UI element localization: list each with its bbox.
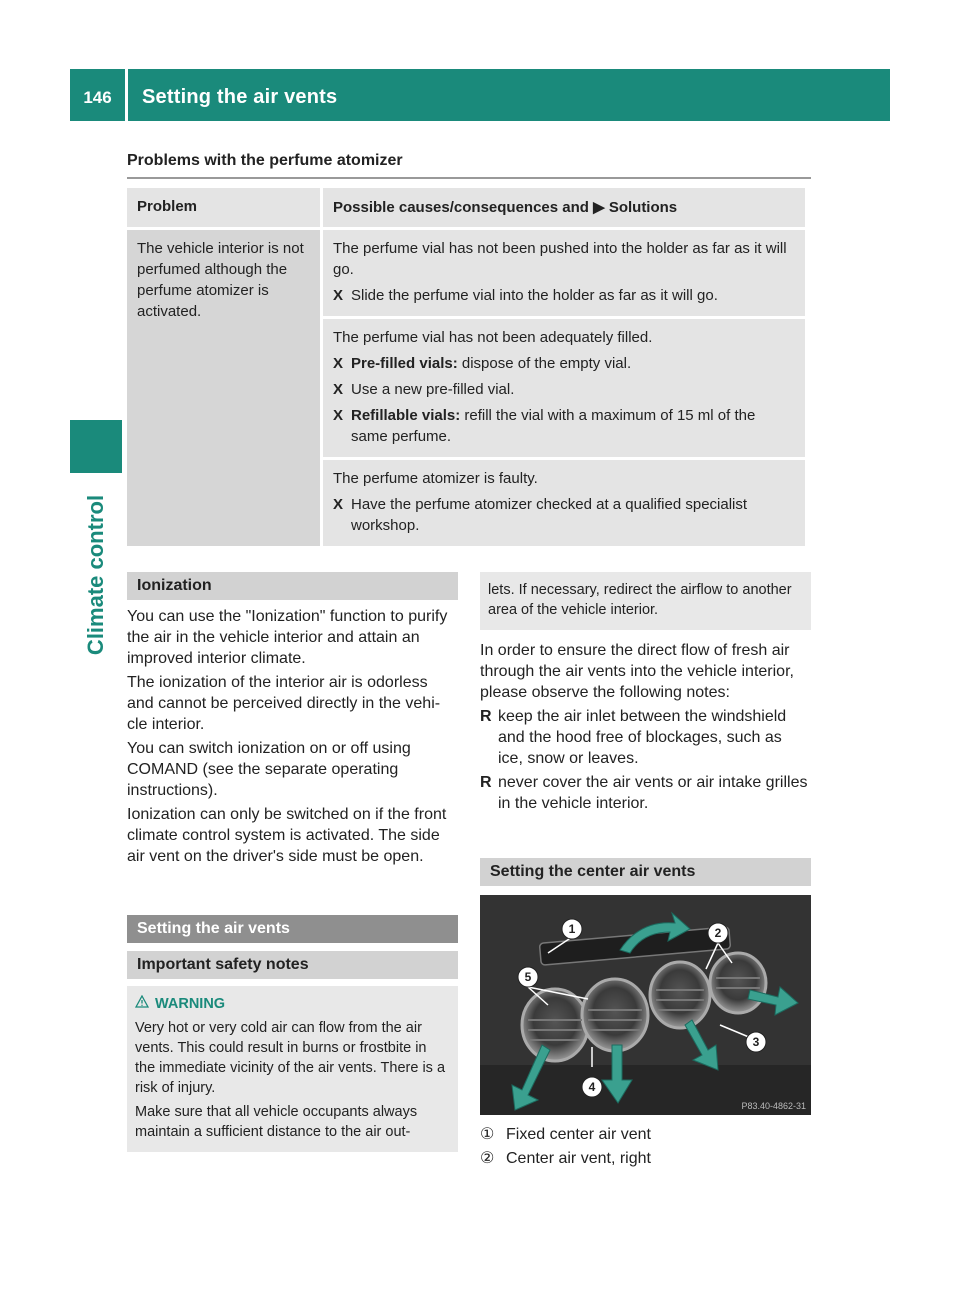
solution-label: Refillable vials: [351, 407, 461, 424]
list-item [480, 772, 811, 814]
solution-cell [323, 319, 805, 457]
paragraph: You can use the "Ionization" function to purify the air in the vehicle interior and attain an improved interior climate. [127, 608, 448, 667]
divider [127, 177, 811, 179]
solution-step [333, 285, 795, 306]
solution-text: dispose of the empty vial. [457, 355, 632, 372]
bullet-marker: R [480, 774, 492, 791]
side-tab-label: Climate control [83, 494, 108, 656]
solution-text: refill the vial with a maximum of 15 ml of the same perfume. [351, 407, 756, 445]
problems-table [124, 185, 808, 549]
solution-marker: X [333, 407, 344, 424]
caption-item [480, 1147, 811, 1171]
solution-text: Have the perfume atomizer checked at a qualified specialist workshop. [351, 496, 748, 534]
image-code: P83.40-4862-31 [741, 1101, 806, 1111]
cause-text: The perfume vial has not been adequately filled. [333, 329, 653, 346]
solution-cell [323, 230, 805, 316]
caption-number: ① [480, 1126, 495, 1143]
solution-marker: X [333, 287, 344, 304]
side-tab-marker [70, 420, 122, 473]
solution-step [333, 353, 795, 374]
solution-text: Use a new pre-filled vial. [351, 381, 515, 398]
vent-diagram [480, 895, 811, 1115]
paragraph: You can switch ionization on or off using COMAND (see the separate operating instructions). [127, 740, 411, 799]
warning-triangle-icon [135, 994, 149, 1014]
cause-text: The perfume vial has not been pushed into the holder as far as it will go. [333, 240, 787, 278]
paragraph: The ionization of the interior air is odorless and cannot be perceived directly in the vehi- cle interior. [127, 674, 441, 733]
paragraph: In order to ensure the direct flow of fresh air through the air vents into the vehicle interior, please observe the following notes: [480, 642, 794, 701]
problem-cell: The vehicle interior is not perfumed although the perfume atomizer is activated. [127, 230, 320, 546]
center-vents-section [480, 858, 811, 886]
solution-marker: X [333, 496, 344, 513]
warning-text: Make sure that all vehicle occupants always maintain a sufficient distance to the air out- [135, 1104, 418, 1140]
solution-marker: X [333, 355, 344, 372]
solution-step [333, 379, 795, 400]
section-heading-center-vents: Setting the center air vents [480, 858, 811, 886]
header-divider [125, 69, 128, 121]
cause-text: The perfume atomizer is faulty. [333, 470, 538, 487]
page-number: 146 [83, 88, 112, 107]
list-item-text: never cover the air vents or air intake grilles in the vehicle interior. [498, 774, 808, 812]
left-column [127, 572, 458, 870]
callout-label: 3 [752, 1035, 760, 1049]
list-item-text: keep the air inlet between the windshield and the hood free of blockages, such as ice, snow or leaves. [498, 708, 787, 767]
subsection-heading-safety: Important safety notes [127, 951, 458, 979]
warning-label: WARNING [155, 996, 226, 1012]
solution-marker: X [333, 381, 344, 398]
warning-box-continued: lets. If necessary, redirect the airflow to another area of the vehicle interior. [480, 572, 811, 630]
air-vents-section [127, 915, 458, 1152]
warning-text: Very hot or very cold air can flow from the air vents. This could result in burns or frostbite in the immediate vicinity of the air vents. There is a risk of injury. [135, 1020, 446, 1096]
bullet-marker: R [480, 708, 492, 725]
caption-text: Fixed center air vent [506, 1126, 651, 1143]
callout-label: 1 [568, 922, 576, 936]
section-heading-ionization: Ionization [127, 572, 458, 600]
col-header-solutions: Possible causes/consequences and ▶ Solutions [323, 188, 805, 227]
section-heading-air-vents: Setting the air vents [127, 915, 458, 943]
callout-label: 2 [714, 926, 722, 940]
side-tab [70, 490, 122, 660]
caption-item [480, 1123, 811, 1147]
solution-label: Pre-filled vials: [351, 355, 458, 372]
col-header-problem: Problem [127, 188, 320, 227]
caption-text: Center air vent, right [506, 1150, 651, 1167]
caption-list [480, 1123, 811, 1171]
list-item [480, 706, 811, 769]
callout-label: 5 [524, 970, 532, 984]
air-vents-illustration [480, 895, 811, 1115]
problems-heading: Problems with the perfume atomizer [127, 152, 403, 169]
solution-step [333, 405, 795, 447]
warning-box [127, 986, 458, 1152]
page-title: Setting the air vents [142, 86, 338, 108]
warning-title [135, 994, 450, 1014]
right-column [480, 572, 811, 817]
solution-text: Slide the perfume vial into the holder as far as it will go. [351, 287, 718, 304]
solution-step [333, 494, 795, 536]
callout-label: 4 [588, 1080, 596, 1094]
caption-number: ② [480, 1150, 495, 1167]
solution-cell [323, 460, 805, 546]
paragraph: Ionization can only be switched on if the front climate control system is activated. The side air vent on the driver's side must be open. [127, 806, 447, 865]
